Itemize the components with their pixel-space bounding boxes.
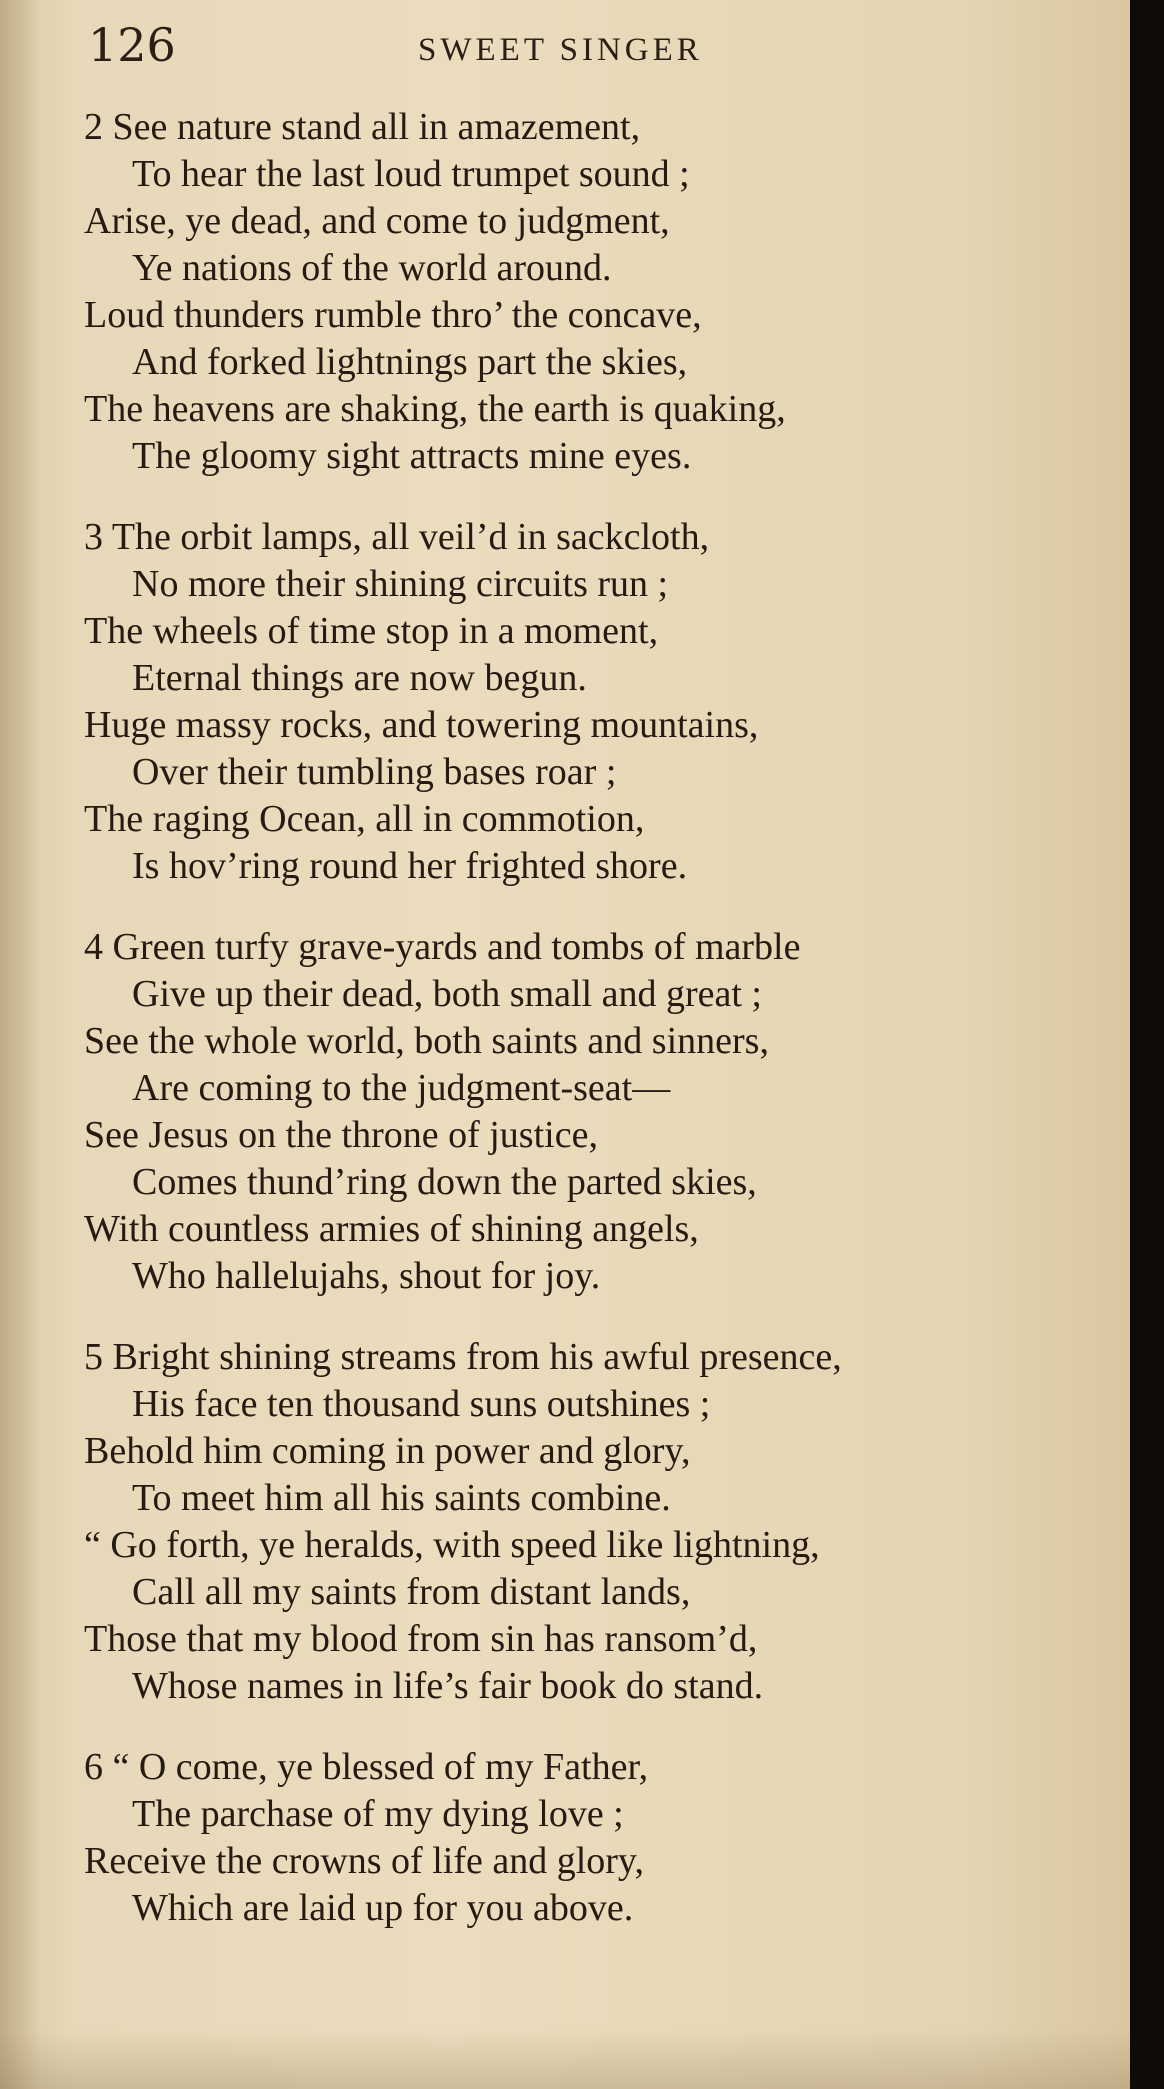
verse-line: See the whole world, both saints and sinners, [84,1020,769,1062]
stanza-4 [84,924,1124,1300]
verse-line: Are coming to the judgment-seat— [132,1067,671,1109]
verse-line: Loud thunders rumble thro’ the concave, [84,294,702,336]
verse-line: Whose names in life’s fair book do stand. [132,1665,764,1707]
stanza-2 [84,104,1124,480]
verse-line: To meet him all his saints combine. [132,1477,671,1519]
stanza-6 [84,1744,1124,1932]
verse-line: His face ten thousand suns outshines ; [132,1383,711,1425]
verse-line: With countless armies of shining angels, [84,1208,699,1250]
verse-line: Ye nations of the world around. [132,247,612,289]
verse-line: Give up their dead, both small and great ; [132,973,762,1015]
verse-line: Who hallelujahs, shout for joy. [132,1255,601,1297]
verse-line: 6 “ O come, ye blessed of my Father, [84,1746,649,1788]
verse-line: Eternal things are now begun. [132,657,587,699]
page-edge-shadow [1130,0,1164,2089]
verse-line: 5 Bright shining streams from his awful presence, [84,1336,842,1378]
page-header [88,18,1048,78]
stanza-5 [84,1334,1124,1710]
verse-line: 2 See nature stand all in amazement, [84,106,641,148]
verse-line: To hear the last loud trumpet sound ; [132,153,690,195]
verse-line: Huge massy rocks, and towering mountains, [84,704,759,746]
verse-line: Which are laid up for you above. [132,1887,634,1929]
verse-line: The parchase of my dying love ; [132,1793,624,1835]
stanza-3 [84,514,1124,890]
verse-line: Is hov’ring round her frighted shore. [132,845,688,887]
verse-line: The raging Ocean, all in commotion, [84,798,645,840]
page-number: 126 [88,18,176,72]
verse-line: 4 Green turfy grave-yards and tombs of marble [84,926,801,968]
verse-line: “ Go forth, ye heralds, with speed like lightning, [84,1524,820,1566]
verse-line: Arise, ye dead, and come to judgment, [84,200,670,242]
verse-line: The heavens are shaking, the earth is quaking, [84,388,786,430]
hymn-text [84,104,1124,1966]
verse-line: Receive the crowns of life and glory, [84,1840,644,1882]
verse-line: Behold him coming in power and glory, [84,1430,691,1472]
verse-line: See Jesus on the throne of justice, [84,1114,598,1156]
running-title: SWEET SINGER [418,32,703,68]
verse-line: Those that my blood from sin has ransom’d, [84,1618,758,1660]
verse-line: No more their shining circuits run ; [132,563,669,605]
verse-line: Call all my saints from distant lands, [132,1571,691,1613]
verse-line: The gloomy sight attracts mine eyes. [132,435,692,477]
verse-line: Comes thund’ring down the parted skies, [132,1161,757,1203]
verse-line: The wheels of time stop in a moment, [84,610,659,652]
verse-line: 3 The orbit lamps, all veil’d in sackcloth, [84,516,710,558]
verse-line: And forked lightnings part the skies, [132,341,688,383]
verse-line: Over their tumbling bases roar ; [132,751,617,793]
